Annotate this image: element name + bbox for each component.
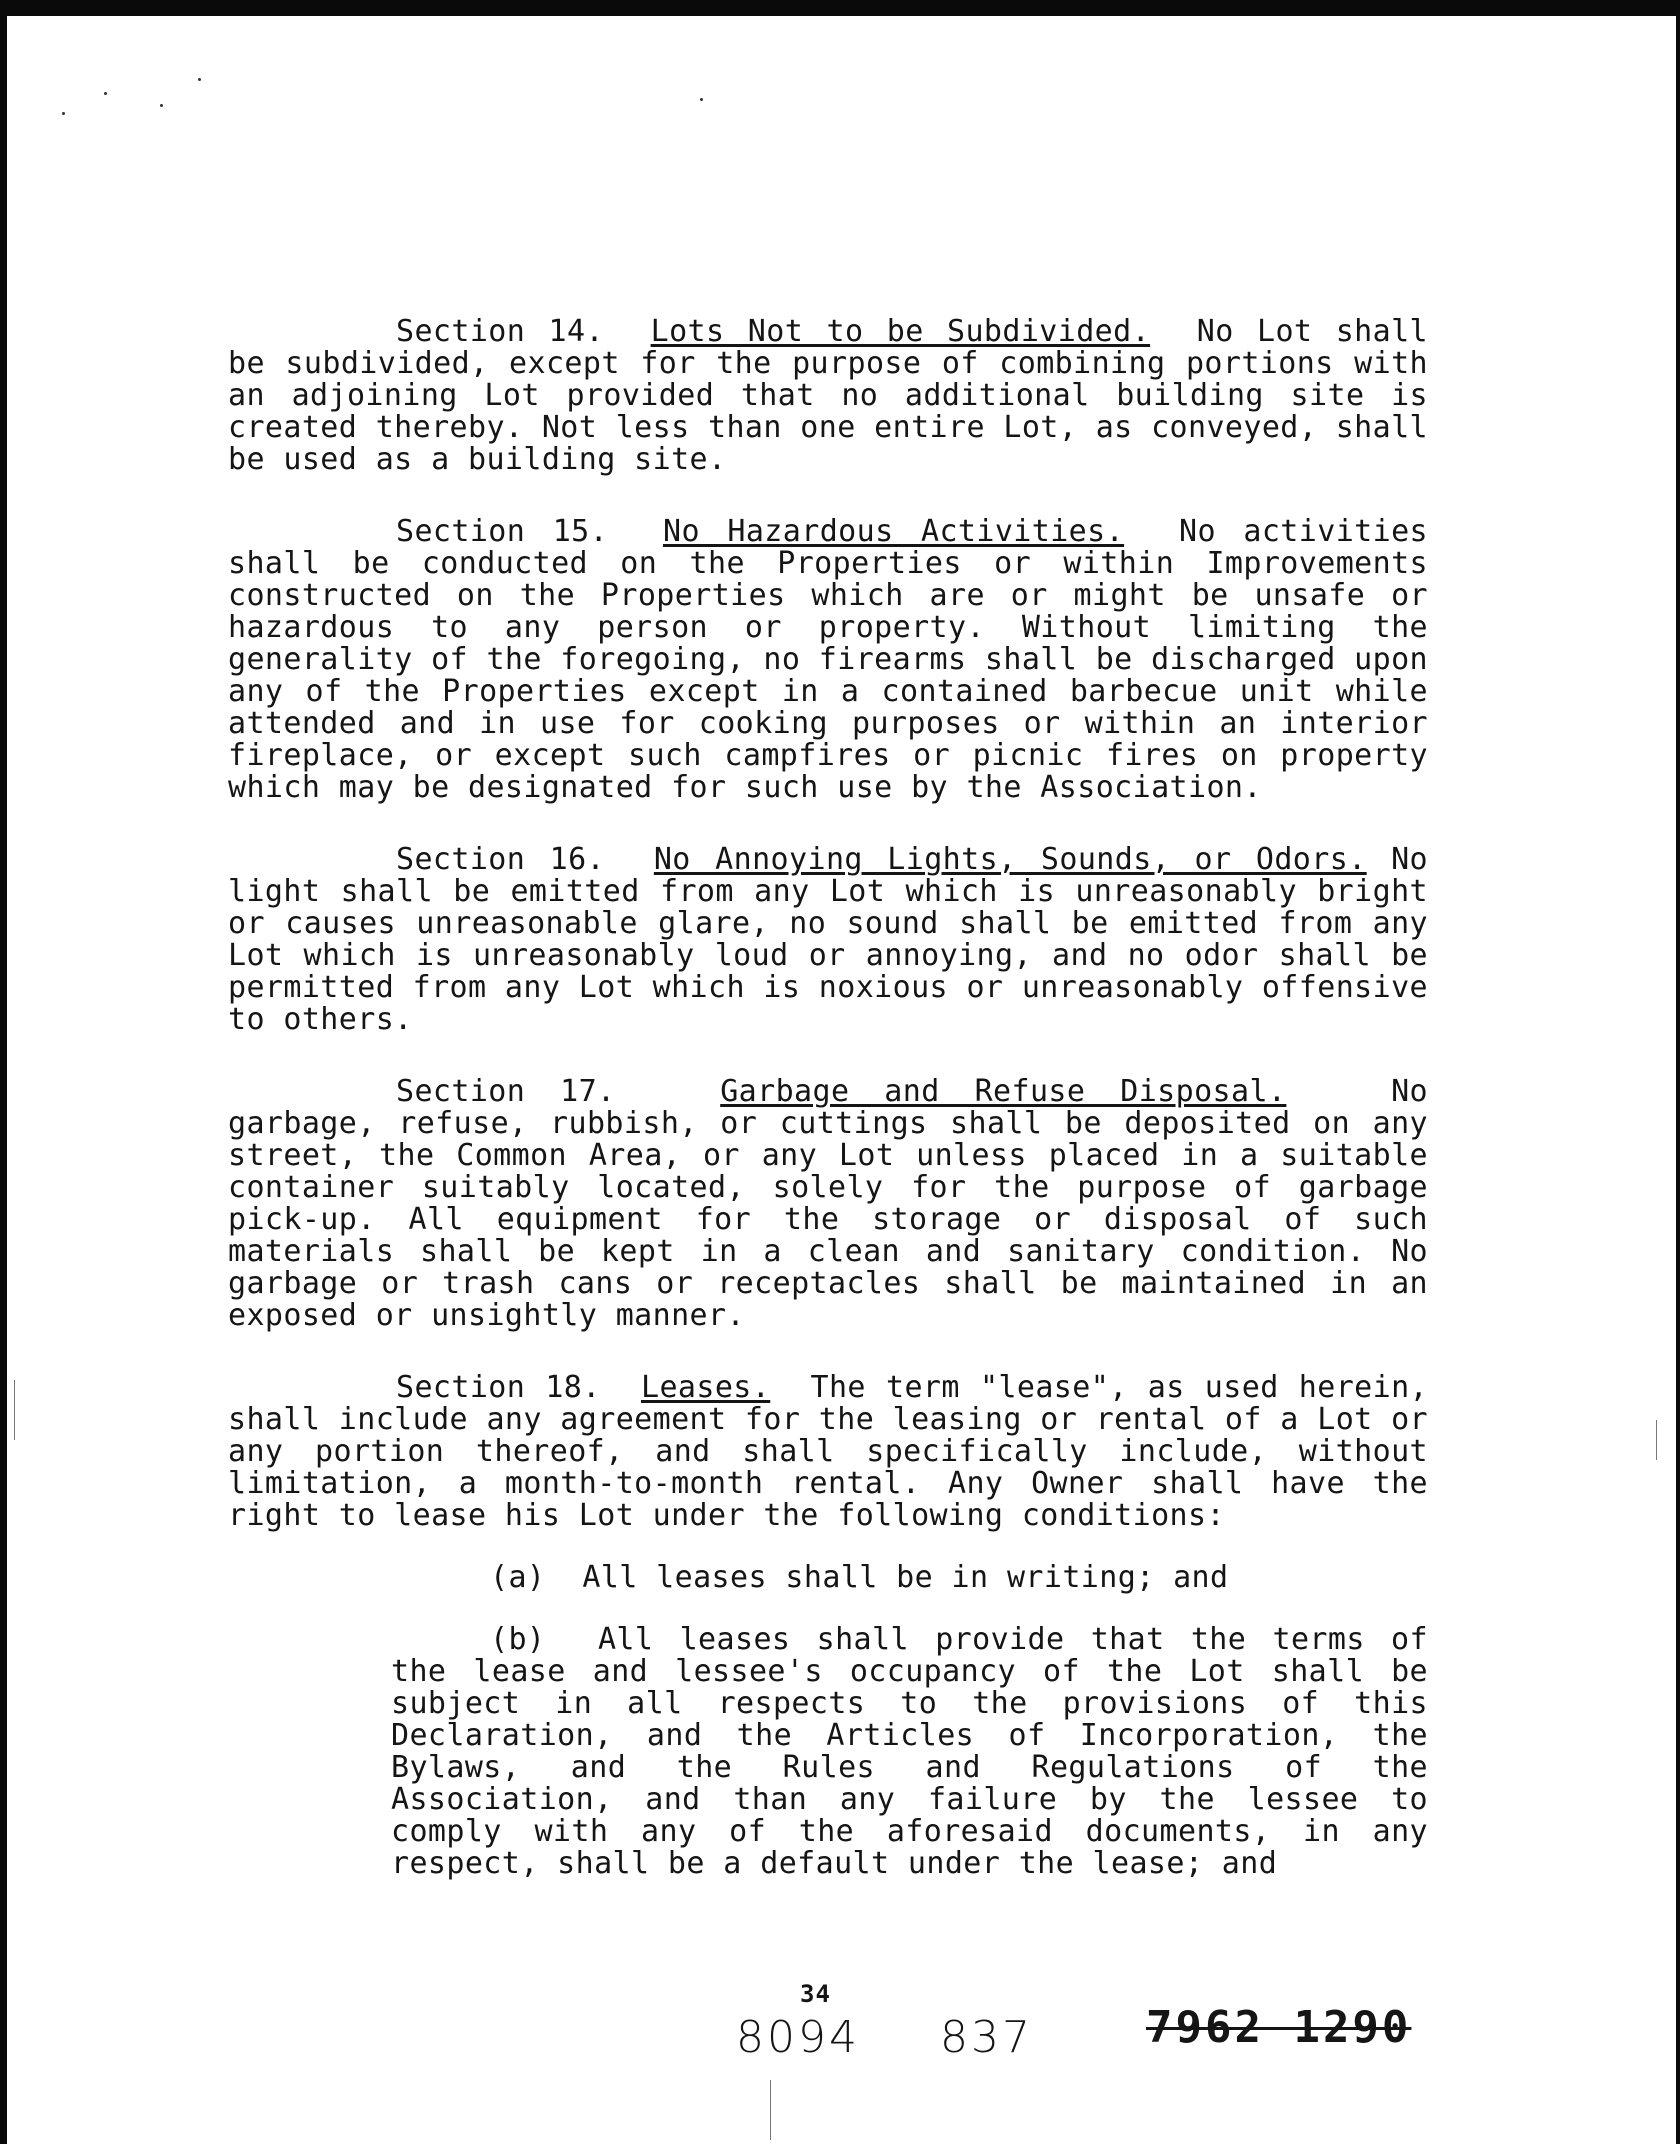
scan-border-right xyxy=(1676,0,1680,2144)
section-heading: No Annoying Lights, Sounds, or Odors. xyxy=(653,842,1367,877)
scan-speck xyxy=(104,92,107,95)
lease-condition-a xyxy=(228,1562,1428,1594)
list-marker: (b) xyxy=(490,1622,546,1657)
struck-recording-reference: 7962 1290 xyxy=(1146,2002,1412,2053)
scan-speck xyxy=(700,98,703,101)
recording-book-number: 8094 xyxy=(736,2012,860,2063)
section-label: Section 15. xyxy=(396,514,609,549)
scan-scratch xyxy=(14,1380,15,1440)
list-item-text: All leases shall be in writing; and xyxy=(582,1560,1229,1595)
section-text: No activities shall be conducted on the Properties or within Improvements constructed on the Properties which are or might be unsafe or hazardous to any person or property. Without limiting the generality of the foregoing, no firearms shall be discharged upon any of the Properties except in a contained barbecue unit while attended and in use for cooking purposes or within an interior fireplace, or except such campfires or picnic fires on property which may be designated for such use by the Association. xyxy=(228,514,1428,805)
scan-scratch xyxy=(770,2080,771,2140)
page-number: 34 xyxy=(800,1980,831,2008)
scan-border-left xyxy=(0,0,7,2144)
section-label: Section 17. xyxy=(396,1074,616,1109)
scan-speck xyxy=(62,112,65,115)
list-item-text: All leases shall provide that the terms of the lease and lessee's occupancy of the Lot shall be subject in all respects to the provisions of this Declaration, and the Articles of Incorporation, the Bylaws, and the Rules and Regulations of the Association, and than any failure by the lessee to comply with any of the aforesaid documents, in any respect, shall be a default under the lease; and xyxy=(391,1622,1428,1881)
section-14 xyxy=(228,316,1428,476)
section-text: No light shall be emitted from any Lot which is unreasonably bright or causes unreasonable glare, no sound shall be emitted from any Lot which is unreasonably loud or annoying, and no odor shall be permitted from any Lot which is noxious or unreasonably offensive to others. xyxy=(228,842,1428,1037)
section-label: Section 14. xyxy=(396,314,604,349)
section-text: No Lot shall be subdivided, except for the purpose of combining portions with an adjoining Lot provided that no additional building site is created thereby. Not less than one entire Lot, as conveyed, shall be used as a building site. xyxy=(228,314,1428,477)
lease-condition-b xyxy=(228,1624,1428,1880)
scan-speck xyxy=(160,104,163,107)
section-text: The term "lease", as used herein, shall include any agreement for the leasing or rental of a Lot or any portion thereof, and shall specifically include, without limitation, a month-to-month rental. Any Owner shall have the right to lease his Lot under the following conditions: xyxy=(228,1370,1429,1533)
recording-page-number: 837 xyxy=(940,2012,1033,2063)
scan-border-top xyxy=(0,0,1680,16)
section-heading: No Hazardous Activities. xyxy=(663,514,1125,549)
section-text: No garbage, refuse, rubbish, or cuttings shall be deposited on any street, the Common Area, or any Lot unless placed in a suitable container suitably located, solely for the purpose of garbage pick-up. All equipment for the storage or disposal of such materials shall be kept in a clean and sanitary condition. No garbage or trash cans or receptacles shall be maintained in an exposed or unsightly manner. xyxy=(228,1074,1428,1333)
section-18 xyxy=(228,1372,1428,1532)
section-heading: Leases. xyxy=(641,1370,771,1405)
scan-speck xyxy=(198,78,201,81)
document-body xyxy=(228,316,1428,1910)
list-marker: (a) xyxy=(490,1560,546,1595)
section-label: Section 16. xyxy=(396,842,606,877)
section-heading: Lots Not to be Subdivided. xyxy=(650,314,1151,349)
section-17 xyxy=(228,1076,1428,1332)
section-16 xyxy=(228,844,1428,1036)
section-15 xyxy=(228,516,1428,804)
section-heading: Garbage and Refuse Disposal. xyxy=(720,1074,1287,1109)
scan-scratch xyxy=(1656,1420,1657,1460)
section-label: Section 18. xyxy=(396,1370,601,1405)
